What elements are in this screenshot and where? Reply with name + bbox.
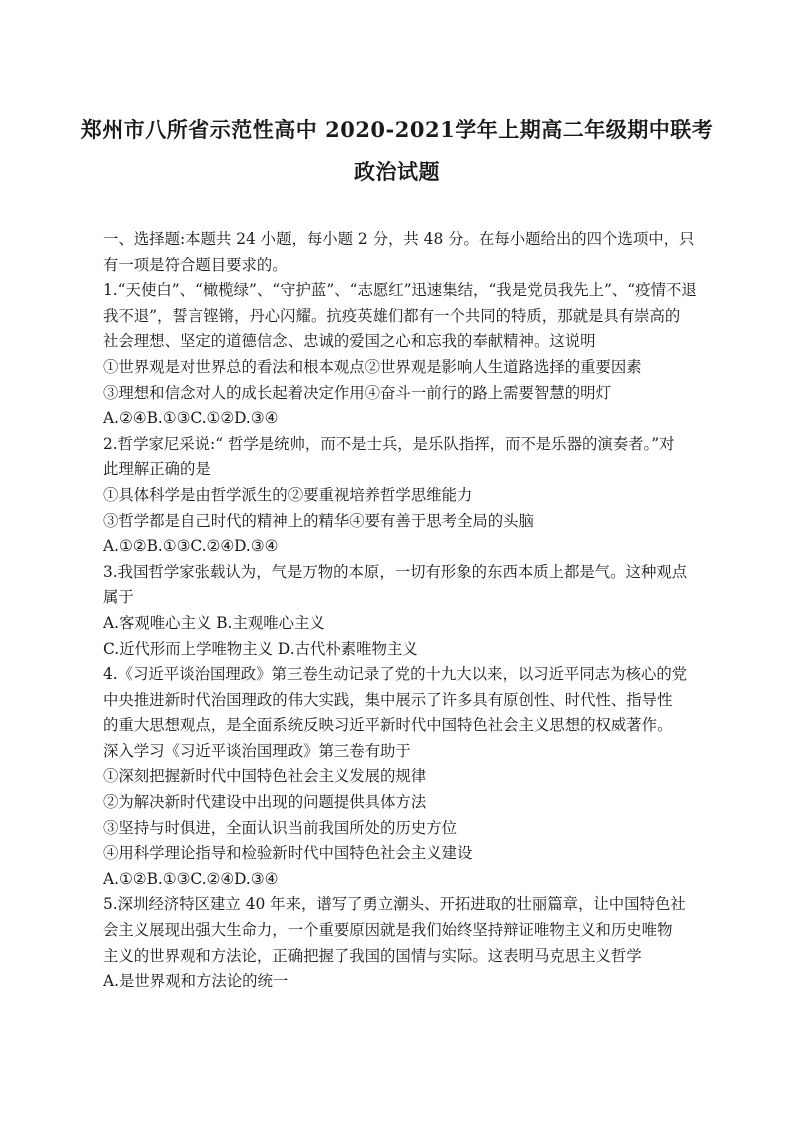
question-5-stem-line: 会主义展现出强大生命力，一个重要原因就是我们始终坚持辩证唯物主义和历史唯物: [103, 921, 673, 940]
question-4-statement-line: ①深刻把握新时代中国特色社会主义发展的规律: [103, 767, 427, 786]
question-2-options: A.①②B.①③C.②④D.③④: [103, 537, 279, 556]
question-1-stem-line: 我不退”，誓言铿锵，丹心闪耀。抗疫英雄们都有一个共同的特质，那就是具有崇高的: [103, 306, 681, 325]
exam-subtitle: 政治试题: [354, 159, 440, 184]
question-body: [103, 227, 703, 995]
question-5-stem-line: 主义的世界观和方法论，正确把握了我国的国情与实际。这表明马克思主义哲学: [103, 946, 642, 965]
question-1-statement-line: ①世界观是对世界总的看法和根本观点②世界观是影响人生道路选择的重要因素: [103, 357, 642, 376]
question-5-option-a: A.是世界观和方法论的统一: [103, 972, 289, 991]
question-1-options: A.②④B.①③C.①②D.③④: [103, 409, 279, 428]
question-3-options: A.客观唯心主义 B.主观唯心主义: [103, 613, 325, 632]
question-1-stem-line: 社会理想、坚定的道德信念、忠诚的爱国之心和忘我的奉献精神。这说明: [103, 332, 596, 351]
question-4-stem-line: 深入学习《习近平谈治国理政》第三卷有助于: [103, 741, 411, 760]
question-4-stem-line: 中央推进新时代治国理政的伟大实践，集中展示了许多具有原创性、时代性、指导性: [103, 690, 673, 709]
question-5-stem-line: 5.深圳经济特区建立 40 年来，谱写了勇立潮头、开拓进取的壮丽篇章，让中国特色社: [103, 895, 686, 914]
question-1-stem-line: 1.“天使白”、“橄榄绿”、“守护蓝”、“志愿红”迅速集结，“我是党员我先上”、“疫情不退: [103, 281, 697, 300]
question-4-statement-line: ②为解决新时代建设中出现的问题提供具体方法: [103, 793, 427, 812]
question-3-options: C.近代形而上学唯物主义 D.古代朴素唯物主义: [103, 639, 418, 658]
question-1-statement-line: ③理想和信念对人的成长起着决定作用④奋斗一前行的路上需要智慧的明灯: [103, 383, 611, 402]
question-3-stem-line: 属于: [103, 588, 134, 607]
section-instruction-line: 有一项是符合题目要求的。: [103, 255, 288, 274]
question-4-statement-line: ④用科学理论指导和检验新时代中国特色社会主义建设: [103, 844, 473, 863]
question-2-stem-line: 2.哲学家尼采说:“ 哲学是统帅，而不是士兵，是乐队指挥，而不是乐器的演奏者。”对: [103, 434, 675, 453]
question-2-statement-line: ①具体科学是由哲学派生的②要重视培养哲学思维能力: [103, 485, 473, 504]
question-2-stem-line: 此理解正确的是: [103, 460, 211, 479]
question-2-statement-line: ③哲学都是自己时代的精神上的精华④要有善于思考全局的头脑: [103, 511, 534, 530]
question-3-stem-line: 3.我国哲学家张载认为，气是万物的本原，一切有形象的东西本质上都是气。这种观点: [103, 562, 688, 581]
question-4-stem-line: 4.《习近平谈治国理政》第三卷生动记录了党的十九大以来，以习近平同志为核心的党: [103, 665, 688, 684]
section-instruction-line: 一、选择题:本题共 24 小题，每小题 2 分，共 48 分。在每小题给出的四个选项中，只: [103, 230, 695, 248]
question-4-options: A.①②B.①③C.②④D.③④: [103, 869, 279, 888]
exam-title: 郑州市八所省示范性高中 2020-2021学年上期高二年级期中联考: [80, 117, 714, 142]
question-4-statement-line: ③坚持与时俱进，全面认识当前我国所处的历史方位: [103, 818, 457, 837]
question-4-stem-line: 的重大思想观点，是全面系统反映习近平新时代中国特色社会主义思想的权威著作。: [103, 716, 673, 735]
